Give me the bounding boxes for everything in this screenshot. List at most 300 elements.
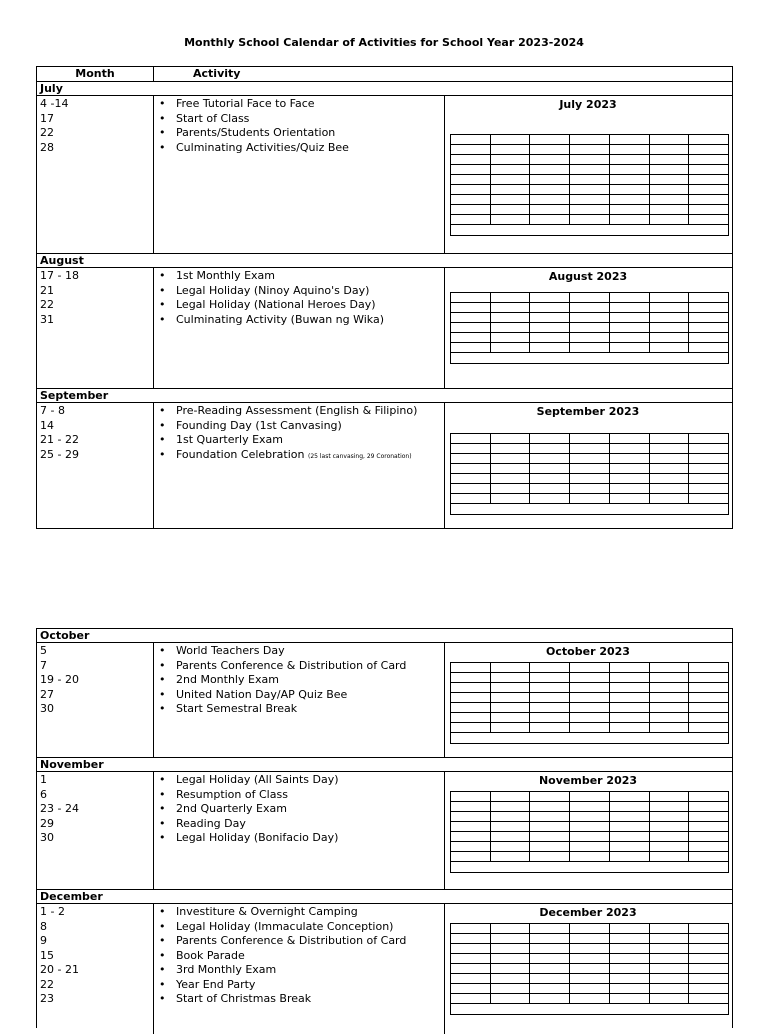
dates-list: [40, 97, 150, 155]
activities-list: [153, 96, 445, 253]
date-item: 30: [40, 702, 54, 715]
date-item: 8: [40, 919, 47, 933]
calendar-cell: [650, 135, 690, 144]
calendar-cell: [570, 713, 610, 722]
calendar-cell: [530, 842, 570, 851]
calendar-cell: [530, 444, 570, 453]
dates-list: [40, 905, 150, 1007]
calendar-cell: [689, 464, 728, 473]
calendar-cell: [610, 175, 650, 184]
calendar-grid-row: [451, 313, 728, 323]
date-item: 7: [40, 658, 47, 672]
calendar-cell: [451, 832, 491, 841]
calendar-cell: [610, 723, 650, 732]
calendar-title: September 2023: [536, 405, 640, 418]
calendar-cell: [451, 964, 491, 973]
calendar-cell: [650, 703, 690, 712]
calendar-cell: [650, 944, 690, 953]
calendar-cell: [650, 792, 690, 801]
calendar-cell: [491, 333, 531, 342]
calendar-cell: [689, 195, 728, 204]
calendar-grid-row: [451, 353, 728, 363]
calendar-cell: [689, 822, 728, 831]
activity-item: • Legal Holiday (Ninoy Aquino's Day): [154, 284, 444, 299]
calendar-cell: [491, 852, 531, 861]
calendar-cell: [610, 822, 650, 831]
calendar-cell: [610, 792, 650, 801]
calendar-cell: [491, 293, 531, 302]
calendar-cell: [570, 215, 610, 224]
calendar-cell: [451, 303, 491, 312]
calendar-cell: [689, 792, 728, 801]
calendar-cell: [451, 464, 491, 473]
calendar-cell: [491, 323, 531, 332]
calendar-cell: [689, 683, 728, 692]
activity-item: • 3rd Monthly Exam: [154, 963, 444, 978]
calendar-cell: [570, 934, 610, 943]
calendar-cell: [570, 145, 610, 154]
calendar-cell: [570, 822, 610, 831]
calendar-cell: [610, 165, 650, 174]
calendar-cell: [491, 205, 531, 214]
activities-list: [153, 772, 445, 889]
calendar-table-2: [36, 628, 733, 1028]
calendar-cell: [451, 974, 491, 983]
calendar-cell: [451, 225, 728, 235]
calendar-cell: [491, 145, 531, 154]
calendar-cell: [451, 333, 491, 342]
calendar-cell: [530, 474, 570, 483]
activity-item: • World Teachers Day: [154, 644, 444, 659]
calendar-cell: [610, 673, 650, 682]
month-label-july: July: [37, 82, 732, 96]
calendar-cell: [451, 444, 491, 453]
calendar-cell: [610, 934, 650, 943]
activities-list: [153, 643, 445, 757]
calendar-cell: [610, 802, 650, 811]
month-calendar: [444, 772, 732, 889]
calendar-cell: [650, 474, 690, 483]
calendar-cell: [530, 175, 570, 184]
calendar-cell: [491, 155, 531, 164]
calendar-cell: [610, 135, 650, 144]
calendar-cell: [491, 484, 531, 493]
calendar-cell: [689, 185, 728, 194]
calendar-cell: [451, 454, 491, 463]
activity-item: • Founding Day (1st Canvasing): [154, 419, 444, 434]
calendar-grid-row: [451, 812, 728, 822]
calendar-cell: [689, 454, 728, 463]
calendar-cell: [451, 954, 491, 963]
calendar-cell: [451, 673, 491, 682]
calendar-grid-row: [451, 434, 728, 444]
calendar-cell: [491, 994, 531, 1003]
month-label-september: September: [37, 389, 732, 403]
activity-item: • Pre-Reading Assessment (English & Filipino): [154, 404, 444, 419]
calendar-cell: [650, 984, 690, 993]
calendar-cell: [570, 454, 610, 463]
calendar-cell: [491, 474, 531, 483]
calendar-cell: [530, 464, 570, 473]
calendar-cell: [491, 954, 531, 963]
calendar-grid-row: [451, 145, 728, 155]
calendar-cell: [491, 175, 531, 184]
calendar-grid-row: [451, 474, 728, 484]
calendar-cell: [689, 313, 728, 322]
date-item: 22: [40, 298, 54, 311]
calendar-cell: [491, 822, 531, 831]
calendar-grid-row: [451, 135, 728, 145]
calendar-cell: [570, 723, 610, 732]
calendar-cell: [451, 323, 491, 332]
date-item: 31: [40, 312, 54, 326]
calendar-cell: [491, 832, 531, 841]
calendar-cell: [451, 175, 491, 184]
calendar-cell: [491, 924, 531, 933]
page-title: Monthly School Calendar of Activities for School Year 2023-2024: [184, 36, 584, 49]
calendar-grid-row: [451, 1004, 728, 1014]
calendar-cell: [689, 723, 728, 732]
calendar-cell: [570, 155, 610, 164]
activity-item: • Book Parade: [154, 949, 444, 964]
activity-item: • Parents Conference & Distribution of Card: [154, 659, 444, 674]
calendar-cell: [689, 924, 728, 933]
calendar-cell: [610, 195, 650, 204]
dates-list: [40, 269, 150, 327]
calendar-cell: [689, 852, 728, 861]
calendar-grid-row: [451, 175, 728, 185]
month-section-november: [37, 772, 732, 890]
calendar-cell: [530, 822, 570, 831]
calendar-cell: [650, 454, 690, 463]
calendar-cell: [570, 792, 610, 801]
calendar-cell: [650, 964, 690, 973]
calendar-cell: [491, 494, 531, 503]
calendar-cell: [451, 842, 491, 851]
calendar-cell: [530, 812, 570, 821]
calendar-title: July 2023: [559, 98, 617, 111]
calendar-cell: [610, 984, 650, 993]
calendar-cell: [689, 812, 728, 821]
calendar-cell: [530, 984, 570, 993]
month-calendar: [444, 96, 732, 253]
calendar-grid-row: [451, 703, 728, 713]
calendar-grid-row: [451, 343, 728, 353]
calendar-cell: [650, 293, 690, 302]
calendar-cell: [570, 964, 610, 973]
calendar-cell: [491, 812, 531, 821]
calendar-cell: [610, 852, 650, 861]
calendar-grid-row: [451, 974, 728, 984]
calendar-grid: [450, 791, 729, 873]
calendar-cell: [610, 474, 650, 483]
calendar-cell: [610, 964, 650, 973]
activity-item: • Resumption of Class: [154, 788, 444, 803]
calendar-cell: [610, 333, 650, 342]
calendar-cell: [451, 145, 491, 154]
calendar-cell: [491, 974, 531, 983]
calendar-cell: [491, 964, 531, 973]
calendar-cell: [689, 155, 728, 164]
calendar-title: August 2023: [548, 270, 628, 283]
calendar-cell: [570, 185, 610, 194]
activity-item: • Reading Day: [154, 817, 444, 832]
calendar-grid-row: [451, 954, 728, 964]
calendar-cell: [689, 964, 728, 973]
calendar-cell: [610, 832, 650, 841]
calendar-cell: [650, 215, 690, 224]
date-item: 1 - 2: [40, 905, 65, 918]
calendar-cell: [610, 444, 650, 453]
activity-note: (25 last canvasing, 29 Coronation): [308, 452, 412, 460]
calendar-cell: [650, 802, 690, 811]
calendar-cell: [689, 333, 728, 342]
calendar-cell: [689, 215, 728, 224]
calendar-cell: [451, 215, 491, 224]
calendar-grid-row: [451, 165, 728, 175]
date-item: 30: [40, 831, 54, 844]
calendar-cell: [650, 683, 690, 692]
calendar-cell: [689, 303, 728, 312]
calendar-cell: [610, 303, 650, 312]
month-label-december: December: [37, 890, 732, 904]
calendar-cell: [650, 333, 690, 342]
calendar-cell: [570, 842, 610, 851]
calendar-cell: [451, 812, 491, 821]
month-section-december: [37, 904, 732, 1034]
calendar-table-1: [36, 66, 733, 529]
activity-column-header: Activity: [193, 67, 241, 80]
calendar-cell: [530, 165, 570, 174]
calendar-cell: [451, 934, 491, 943]
month-section-july: [37, 96, 732, 254]
calendar-cell: [570, 974, 610, 983]
activity-item: • Legal Holiday (Immaculate Conception): [154, 920, 444, 935]
calendar-cell: [570, 323, 610, 332]
month-calendar: [444, 268, 732, 388]
calendar-cell: [491, 984, 531, 993]
calendar-cell: [689, 994, 728, 1003]
calendar-cell: [491, 673, 531, 682]
calendar-cell: [570, 434, 610, 443]
calendar-cell: [530, 135, 570, 144]
calendar-cell: [451, 802, 491, 811]
calendar-cell: [570, 994, 610, 1003]
calendar-grid: [450, 662, 729, 744]
calendar-grid-row: [451, 494, 728, 504]
calendar-grid-row: [451, 504, 728, 514]
calendar-cell: [650, 195, 690, 204]
activity-item: • Legal Holiday (Bonifacio Day): [154, 831, 444, 846]
calendar-cell: [451, 1004, 728, 1014]
calendar-grid-row: [451, 683, 728, 693]
calendar-cell: [610, 343, 650, 352]
calendar-cell: [530, 663, 570, 672]
calendar-cell: [530, 205, 570, 214]
calendar-cell: [570, 673, 610, 682]
calendar-cell: [689, 494, 728, 503]
calendar-cell: [530, 323, 570, 332]
calendar-cell: [650, 673, 690, 682]
calendar-cell: [610, 145, 650, 154]
calendar-cell: [610, 994, 650, 1003]
calendar-cell: [451, 484, 491, 493]
activity-item: [154, 448, 444, 463]
activity-item: • Legal Holiday (All Saints Day): [154, 773, 444, 788]
calendar-cell: [610, 185, 650, 194]
calendar-cell: [610, 924, 650, 933]
calendar-cell: [650, 494, 690, 503]
calendar-cell: [491, 944, 531, 953]
date-item: 22: [40, 126, 54, 139]
calendar-cell: [570, 944, 610, 953]
calendar-grid-row: [451, 832, 728, 842]
calendar-cell: [491, 135, 531, 144]
calendar-cell: [451, 862, 728, 872]
calendar-cell: [610, 494, 650, 503]
calendar-cell: [610, 944, 650, 953]
calendar-cell: [650, 185, 690, 194]
calendar-cell: [570, 444, 610, 453]
calendar-cell: [650, 343, 690, 352]
calendar-cell: [610, 713, 650, 722]
activity-item: • Start Semestral Break: [154, 702, 444, 717]
calendar-grid-row: [451, 964, 728, 974]
calendar-cell: [650, 812, 690, 821]
calendar-cell: [451, 135, 491, 144]
activity-item: • Start of Christmas Break: [154, 992, 444, 1007]
calendar-cell: [570, 494, 610, 503]
calendar-cell: [689, 323, 728, 332]
dates-list: [40, 404, 150, 462]
calendar-cell: [570, 703, 610, 712]
activity-item: • Year End Party: [154, 978, 444, 993]
calendar-cell: [451, 205, 491, 214]
date-item: 7 - 8: [40, 404, 65, 417]
calendar-cell: [451, 353, 728, 363]
calendar-cell: [491, 185, 531, 194]
calendar-cell: [610, 812, 650, 821]
calendar-cell: [451, 434, 491, 443]
calendar-cell: [650, 155, 690, 164]
month-calendar: [444, 643, 732, 757]
calendar-cell: [650, 444, 690, 453]
activity-item: • Parents Conference & Distribution of Card: [154, 934, 444, 949]
calendar-cell: [650, 205, 690, 214]
calendar-cell: [451, 155, 491, 164]
calendar-grid-row: [451, 444, 728, 454]
calendar-cell: [570, 802, 610, 811]
calendar-grid-row: [451, 792, 728, 802]
calendar-grid-row: [451, 934, 728, 944]
activity-item: • 2nd Monthly Exam: [154, 673, 444, 688]
date-item: 21 - 22: [40, 433, 79, 446]
calendar-cell: [689, 713, 728, 722]
calendar-grid-row: [451, 663, 728, 673]
date-item: 15: [40, 948, 54, 962]
calendar-cell: [570, 333, 610, 342]
month-column-header: Month: [75, 67, 115, 80]
calendar-grid-row: [451, 673, 728, 683]
calendar-cell: [491, 934, 531, 943]
date-item: 28: [40, 140, 54, 154]
calendar-cell: [491, 693, 531, 702]
calendar-cell: [689, 484, 728, 493]
calendar-cell: [491, 454, 531, 463]
calendar-cell: [530, 434, 570, 443]
calendar-cell: [491, 723, 531, 732]
calendar-cell: [530, 343, 570, 352]
calendar-cell: [610, 693, 650, 702]
calendar-cell: [530, 792, 570, 801]
calendar-cell: [451, 713, 491, 722]
month-section-september: [37, 403, 732, 528]
calendar-cell: [451, 984, 491, 993]
calendar-cell: [650, 165, 690, 174]
calendar-cell: [570, 663, 610, 672]
calendar-grid-row: [451, 303, 728, 313]
calendar-cell: [570, 924, 610, 933]
date-item: 25 - 29: [40, 447, 79, 461]
calendar-cell: [689, 165, 728, 174]
calendar-cell: [491, 165, 531, 174]
calendar-cell: [451, 822, 491, 831]
calendar-cell: [530, 974, 570, 983]
calendar-cell: [530, 934, 570, 943]
calendar-cell: [530, 693, 570, 702]
calendar-cell: [530, 944, 570, 953]
calendar-cell: [570, 195, 610, 204]
calendar-cell: [650, 464, 690, 473]
calendar-cell: [570, 984, 610, 993]
calendar-cell: [530, 924, 570, 933]
date-item: 23: [40, 992, 54, 1005]
calendar-cell: [570, 474, 610, 483]
date-item: 20 - 21: [40, 963, 79, 976]
calendar-cell: [491, 195, 531, 204]
calendar-cell: [451, 944, 491, 953]
calendar-cell: [451, 703, 491, 712]
calendar-cell: [610, 454, 650, 463]
calendar-cell: [491, 215, 531, 224]
calendar-grid-row: [451, 464, 728, 474]
calendar-cell: [570, 954, 610, 963]
calendar-cell: [570, 205, 610, 214]
calendar-cell: [451, 994, 491, 1003]
calendar-cell: [570, 693, 610, 702]
calendar-cell: [451, 683, 491, 692]
calendar-cell: [650, 303, 690, 312]
calendar-cell: [570, 343, 610, 352]
calendar-cell: [530, 195, 570, 204]
calendar-cell: [689, 663, 728, 672]
calendar-cell: [451, 165, 491, 174]
calendar-cell: [650, 852, 690, 861]
calendar-cell: [610, 293, 650, 302]
calendar-grid-row: [451, 984, 728, 994]
calendar-cell: [610, 434, 650, 443]
calendar-cell: [491, 303, 531, 312]
calendar-cell: [610, 323, 650, 332]
activity-item: • Free Tutorial Face to Face: [154, 97, 444, 112]
calendar-cell: [451, 474, 491, 483]
calendar-cell: [530, 723, 570, 732]
calendar-cell: [650, 313, 690, 322]
calendar-cell: [570, 832, 610, 841]
calendar-grid-row: [451, 852, 728, 862]
calendar-cell: [689, 974, 728, 983]
activities-list: [153, 904, 445, 1034]
